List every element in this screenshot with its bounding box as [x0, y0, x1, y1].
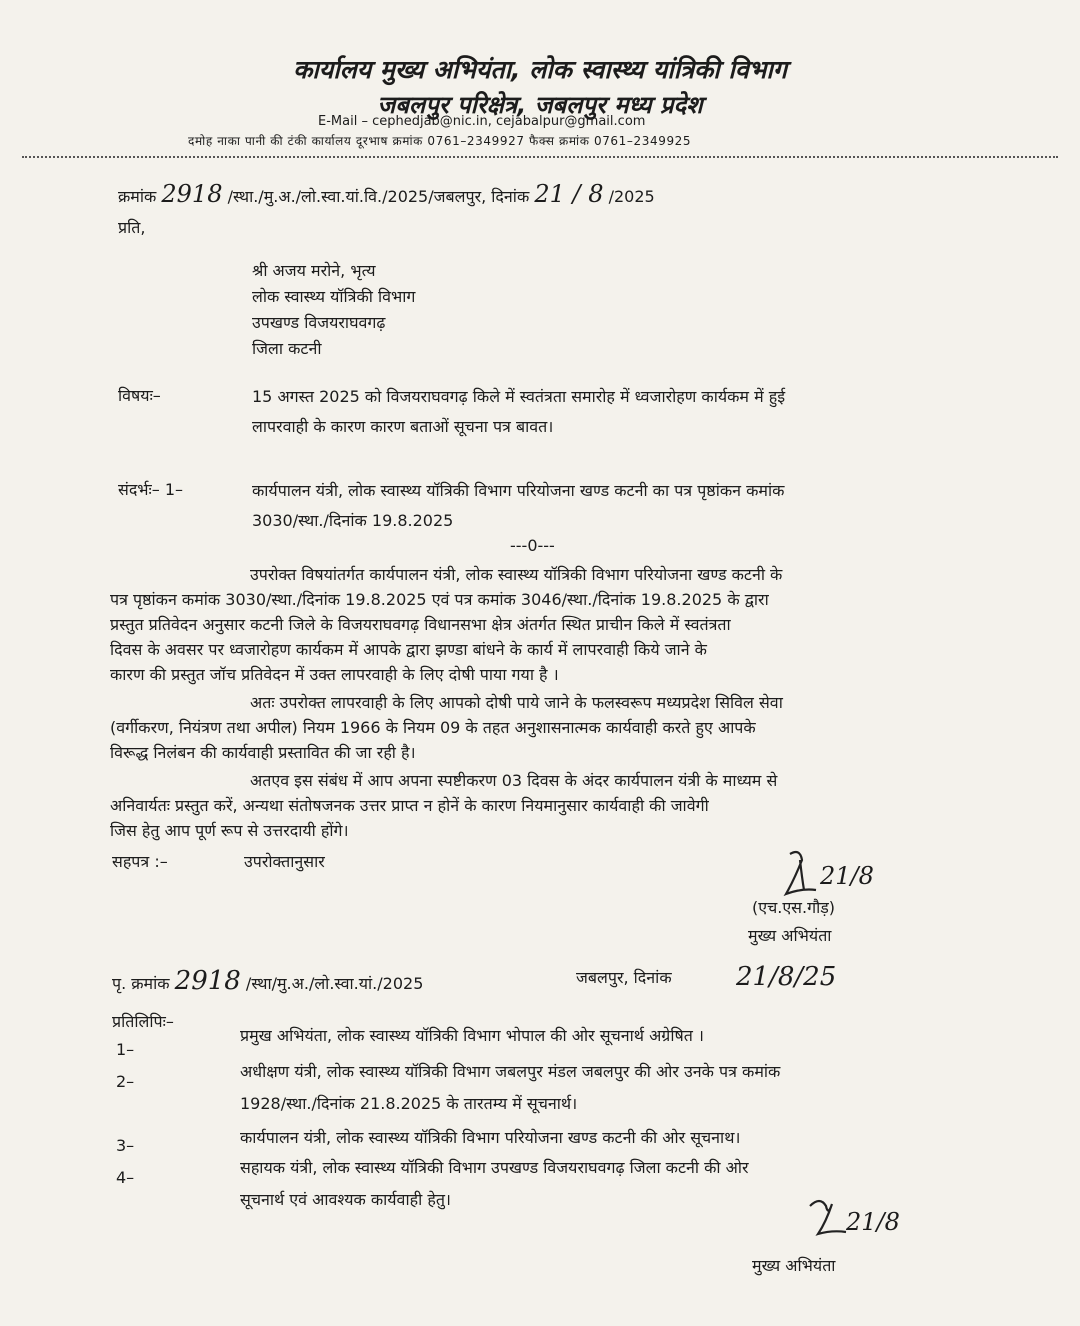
copy-item-text: प्रमुख अभियंता, लोक स्वास्थ्य यॉत्रिकी विभाग भोपाल की ओर सूचनार्थ अग्रेषित ।: [240, 1026, 704, 1045]
copy-item-text: कार्यपालन यंत्री, लोक स्वास्थ्य यॉत्रिकी विभाग परियोजना खण्ड कटनी की ओर सूचनाथ।: [240, 1128, 741, 1147]
body-line: (वर्गीकरण, नियंत्रण तथा अपील) नियम 1966 के नियम 09 के तहत अनुशासनात्मक कार्यवाही करते हुए आपके: [110, 718, 756, 737]
date-handwritten: 21 / 8: [534, 180, 604, 208]
copy-item-number: 1–: [116, 1040, 135, 1059]
subject-line: 15 अगस्त 2025 को विजयराघवगढ़ किले में स्वतंत्रता समारोह में ध्वजारोहण कार्यकम में हुई: [252, 387, 786, 406]
copy-item-line: सहायक यंत्री, लोक स्वास्थ्य यॉत्रिकी विभाग उपखण्ड विजयराघवगढ़ जिला कटनी की ओर: [240, 1158, 749, 1177]
letterhead-subtitle: जबलपुर परिक्षेत्र, जबलपुर मध्य प्रदेश: [377, 91, 703, 119]
copy-label: प्रतिलिपिः–: [112, 1012, 174, 1031]
body-paragraph-2: [110, 690, 982, 765]
copy-item-line: सूचनार्थ एवं आवश्यक कार्यवाही हेतु।: [240, 1190, 452, 1209]
endorsement-ref-line: [112, 966, 423, 996]
subject-line: लापरवाही के कारण कारण बताओं सूचना पत्र बावत।: [252, 417, 554, 436]
letterhead-office-contact: दमोह नाका पानी की टंकी कार्यालय दूरभाष क्रमांक 0761–2349927 फैक्स क्रमांक 0761–2349925: [188, 134, 692, 148]
body-line: विरूद्ध निलंबन की कार्यवाही प्रस्तावित की जा रही है।: [110, 743, 416, 762]
reference-label: संदर्भः– 1–: [118, 480, 184, 499]
letterhead-email: E-Mail – cephedjab@nic.in, cejabalpur@gmail.com: [318, 114, 646, 129]
endorsement-signatory-title: मुख्य अभियंता: [752, 1256, 836, 1275]
letter-ref-line: [118, 180, 655, 208]
reference-text: [252, 476, 980, 536]
signatory-title: मुख्य अभियंता: [748, 926, 832, 945]
recipient-line: श्री अजय मरोने, भृत्य: [252, 261, 376, 280]
separator: ---0---: [510, 536, 555, 555]
copy-item-number: 2–: [116, 1072, 135, 1091]
endorsement-signature-date-handwritten: 21/8: [846, 1208, 900, 1236]
ref-prefix: क्रमांक: [118, 187, 157, 206]
body-paragraph-1: [110, 562, 982, 687]
reference-line: 3030/स्था./दिनांक 19.8.2025: [252, 511, 454, 530]
body-line: अतः उपरोक्त लापरवाही के लिए आपको दोषी पाये जाने के फलस्वरूप मध्यप्रदेश सिविल सेवा: [250, 693, 783, 712]
recipient-block: [252, 258, 415, 362]
copy-item-number: 4–: [116, 1168, 135, 1187]
endorsement-date-handwritten: 21/8/25: [736, 962, 837, 992]
ref-suffix: /स्था./मु.अ./लो.स्वा.यां.वि./2025/जबलपुर, दिनांक: [227, 187, 530, 206]
to-label: प्रति,: [118, 218, 146, 237]
subject-label: विषयः–: [118, 386, 161, 405]
body-line: जिस हेतु आप पूर्ण रूप से उत्तरदायी होंगे।: [110, 821, 349, 840]
endorsement-ref-prefix: पृ. क्रमांक: [112, 974, 170, 993]
body-line: अतएव इस संबंध में आप अपना स्पष्टीकरण 03 दिवस के अंदर कार्यपालन यंत्री के माध्यम से: [250, 771, 778, 790]
body-line: कारण की प्रस्तुत जॉच प्रतिवेदन में उक्त लापरवाही के लिए दोषी पाया गया है ।: [110, 665, 559, 684]
copy-item-line: अधीक्षण यंत्री, लोक स्वास्थ्य यॉत्रिकी विभाग जबलपुर मंडल जबलपुर की ओर उनके पत्र कमांक: [240, 1062, 781, 1081]
recipient-line: जिला कटनी: [252, 339, 322, 358]
recipient-line: उपखण्ड विजयराघवगढ़: [252, 313, 386, 332]
signatory-name: (एच.एस.गौड़): [752, 898, 836, 917]
body-line: दिवस के अवसर पर ध्वजारोहण कार्यकम में आपके द्वारा झण्डा बांधने के कार्य में लापरवाही किये जाने के: [110, 640, 707, 659]
body-line: उपरोक्त विषयांतर्गत कार्यपालन यंत्री, लोक स्वास्थ्य यॉत्रिकी विभाग परियोजना खण्ड कटनी के: [250, 565, 783, 584]
endorsement-place-date: जबलपुर, दिनांक: [576, 968, 672, 987]
subject-text: [252, 382, 980, 442]
signature-date-handwritten: 21/8: [820, 862, 874, 890]
enclosure-value: उपरोक्तानुसार: [244, 852, 325, 871]
enclosure-label: सहपत्र :–: [112, 852, 168, 871]
copy-item-line: 1928/स्था./दिनांक 21.8.2025 के तारतम्य में सूचनार्थ।: [240, 1094, 578, 1113]
recipient-line: लोक स्वास्थ्य यॉत्रिकी विभाग: [252, 287, 416, 306]
body-paragraph-3: [110, 768, 982, 843]
letterhead-title: कार्यालय मुख्य अभियंता, लोक स्वास्थ्य यांत्रिकी विभाग: [293, 55, 787, 84]
endorsement-ref-suffix: /स्था/मु.अ./लो.स्वा.यां./2025: [245, 974, 424, 993]
ref-number-handwritten: 2918: [161, 180, 223, 208]
copy-item-number: 3–: [116, 1136, 135, 1155]
endorsement-ref-number-handwritten: 2918: [174, 966, 241, 996]
date-year: /2025: [608, 187, 655, 206]
reference-line: कार्यपालन यंत्री, लोक स्वास्थ्य यॉत्रिकी विभाग परियोजना खण्ड कटनी का पत्र पृष्ठांकन कमांक: [252, 481, 785, 500]
body-line: अनिवार्यतः प्रस्तुत करें, अन्यथा संतोषजनक उत्तर प्राप्त न होनें के कारण नियमानुसार कार्यवाही की जावेगी: [110, 796, 709, 815]
body-line: पत्र पृष्ठांकन कमांक 3030/स्था./दिनांक 19.8.2025 एवं पत्र कमांक 3046/स्था./दिनांक 19.8.2025 के द्वारा: [110, 590, 769, 609]
letterhead-divider: [22, 156, 1058, 158]
body-line: प्रस्तुत प्रतिवेदन अनुसार कटनी जिले के विजयराघवगढ़ विधानसभा क्षेत्र अंतर्गत स्थित प्राचीन किले में स्वतंत्रता: [110, 615, 731, 634]
copy-item-text: [240, 1056, 984, 1120]
